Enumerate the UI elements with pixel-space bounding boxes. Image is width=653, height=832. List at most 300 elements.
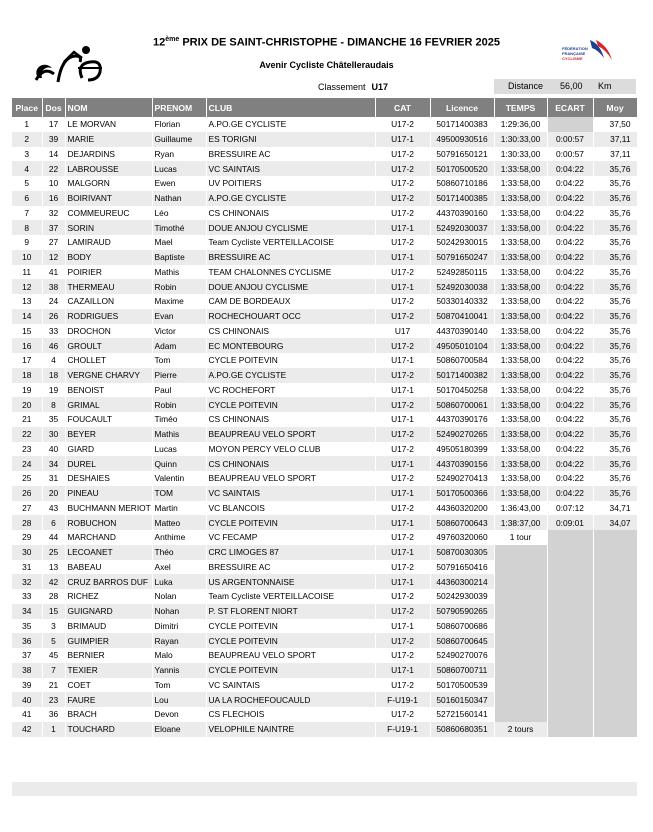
cell-club: VC SAINTAIS	[206, 161, 375, 176]
cell-prenom: Axel	[152, 560, 206, 575]
cell-place: 3	[12, 147, 42, 162]
cell-temps: 1:33:58,00	[494, 368, 547, 383]
cell-moy: 35,76	[593, 161, 637, 176]
cell-prenom: Ryan	[152, 147, 206, 162]
cell-moy: 35,76	[593, 279, 637, 294]
cell-nom: RICHEZ	[65, 589, 152, 604]
cell-cat: U17-2	[375, 117, 430, 132]
cell-nom: BEYER	[65, 427, 152, 442]
cell-cat: U17-1	[375, 383, 430, 398]
cell-place: 5	[12, 176, 42, 191]
cell-cat: U17-1	[375, 353, 430, 368]
cell-temps	[494, 619, 547, 634]
cell-cat: U17-1	[375, 412, 430, 427]
cell-club: CS FLECHOIS	[206, 707, 375, 722]
cell-ecart: 0:04:22	[547, 471, 593, 486]
cell-temps: 1:33:58,00	[494, 427, 547, 442]
cell-club: ROCHECHOUART OCC	[206, 309, 375, 324]
cell-prenom: Mathis	[152, 427, 206, 442]
cell-club: UA LA ROCHEFOUCAULD	[206, 692, 375, 707]
cell-club: A.PO.GE CYCLISTE	[206, 368, 375, 383]
cell-prenom: Evan	[152, 309, 206, 324]
cell-licence: 44360300214	[430, 574, 494, 589]
cell-dos: 28	[42, 589, 65, 604]
table-row	[12, 397, 637, 412]
cell-cat: U17-2	[375, 427, 430, 442]
cell-ecart	[547, 604, 593, 619]
cell-ecart: 0:04:22	[547, 412, 593, 427]
cell-prenom: Lucas	[152, 161, 206, 176]
cell-club: BEAUPREAU VELO SPORT	[206, 471, 375, 486]
cell-club: CS CHINONAIS	[206, 324, 375, 339]
table-footer	[12, 782, 637, 796]
cell-licence: 50870030305	[430, 545, 494, 560]
cell-licence: 50160150347	[430, 692, 494, 707]
cell-nom: COET	[65, 678, 152, 693]
cell-cat: U17-1	[375, 486, 430, 501]
cell-licence: 44370390160	[430, 206, 494, 221]
cell-licence: 50791650121	[430, 147, 494, 162]
cell-cat: U17-2	[375, 265, 430, 280]
cell-club: CAM DE BORDEAUX	[206, 294, 375, 309]
cell-club: CYCLE POITEVIN	[206, 353, 375, 368]
cell-prenom: Matteo	[152, 515, 206, 530]
cell-place: 20	[12, 397, 42, 412]
cell-cat: U17-2	[375, 176, 430, 191]
cell-moy: 37,11	[593, 132, 637, 147]
cell-place: 40	[12, 692, 42, 707]
cell-ecart: 0:04:22	[547, 206, 593, 221]
cell-moy	[593, 574, 637, 589]
cell-club: Team Cycliste VERTEILLACOISE	[206, 235, 375, 250]
cell-nom: MALGORN	[65, 176, 152, 191]
cell-club: US ARGENTONNAISE	[206, 574, 375, 589]
cell-licence: 52490270265	[430, 427, 494, 442]
cell-prenom: Dimitri	[152, 619, 206, 634]
cell-club: VC SAINTAIS	[206, 486, 375, 501]
classement: Classement U17	[318, 82, 389, 92]
cell-cat: U17-2	[375, 471, 430, 486]
cell-cat: U17-1	[375, 545, 430, 560]
cell-dos: 37	[42, 220, 65, 235]
cell-ecart	[547, 648, 593, 663]
cell-cat: U17-2	[375, 604, 430, 619]
cell-club: UV POITIERS	[206, 176, 375, 191]
cell-cat: U17-2	[375, 633, 430, 648]
table-row	[12, 338, 637, 353]
cell-temps: 1:33:58,00	[494, 456, 547, 471]
table-row	[12, 633, 637, 648]
cell-club: CS CHINONAIS	[206, 456, 375, 471]
cell-dos: 10	[42, 176, 65, 191]
cell-cat: U17-2	[375, 501, 430, 516]
cell-moy: 35,76	[593, 176, 637, 191]
cell-dos: 38	[42, 279, 65, 294]
cell-licence: 50790590265	[430, 604, 494, 619]
cell-temps: 1:33:58,00	[494, 338, 547, 353]
cell-ecart: 0:04:22	[547, 309, 593, 324]
cell-licence: 50171400385	[430, 191, 494, 206]
cell-nom: LAMIRAUD	[65, 235, 152, 250]
cell-prenom: Yannis	[152, 663, 206, 678]
cell-cat: U17-2	[375, 589, 430, 604]
cell-place: 14	[12, 309, 42, 324]
cell-nom: CHOLLET	[65, 353, 152, 368]
cell-prenom: Luka	[152, 574, 206, 589]
cell-temps: 1:33:58,00	[494, 191, 547, 206]
cell-licence: 50170500520	[430, 161, 494, 176]
cell-nom: MARCHAND	[65, 530, 152, 545]
cell-ecart: 0:04:22	[547, 442, 593, 457]
cell-moy: 35,76	[593, 235, 637, 250]
cell-prenom: Théo	[152, 545, 206, 560]
cell-temps: 1:33:58,00	[494, 309, 547, 324]
cell-place: 31	[12, 560, 42, 575]
cell-temps	[494, 545, 547, 560]
cell-club: CRC LIMOGES 87	[206, 545, 375, 560]
race-title: 12ème PRIX DE SAINT-CHRISTOPHE - DIMANCHE 16 FEVRIER 2025	[153, 36, 500, 49]
cell-dos: 33	[42, 324, 65, 339]
cell-temps: 1:33:58,00	[494, 176, 547, 191]
table-row	[12, 147, 637, 162]
cell-moy: 34,71	[593, 501, 637, 516]
column-header-nom: NOM	[65, 98, 152, 117]
cell-ecart: 0:04:22	[547, 427, 593, 442]
cell-moy	[593, 678, 637, 693]
cell-dos: 1	[42, 722, 65, 737]
cell-nom: PINEAU	[65, 486, 152, 501]
cell-moy	[593, 589, 637, 604]
cell-temps: 1:33:58,00	[494, 383, 547, 398]
table-row	[12, 250, 637, 265]
column-header-place: Place	[12, 98, 42, 117]
cell-temps: 1:33:58,00	[494, 471, 547, 486]
table-row	[12, 456, 637, 471]
cell-moy: 35,76	[593, 206, 637, 221]
cell-temps	[494, 663, 547, 678]
cell-ecart: 0:09:01	[547, 515, 593, 530]
organizer: Avenir Cycliste Châtelleraudais	[259, 60, 394, 70]
table-row	[12, 515, 637, 530]
table-row	[12, 560, 637, 575]
cell-place: 7	[12, 206, 42, 221]
cell-ecart	[547, 574, 593, 589]
cell-moy: 35,76	[593, 309, 637, 324]
cell-prenom: Martin	[152, 501, 206, 516]
cell-cat: U17-2	[375, 397, 430, 412]
cell-moy	[593, 530, 637, 545]
cell-temps: 1:33:58,00	[494, 161, 547, 176]
cell-moy	[593, 604, 637, 619]
cell-place: 28	[12, 515, 42, 530]
cell-prenom: Timothé	[152, 220, 206, 235]
cell-prenom: Nathan	[152, 191, 206, 206]
cell-cat: U17-2	[375, 560, 430, 575]
table-row	[12, 501, 637, 516]
cell-temps: 1:38:37,00	[494, 515, 547, 530]
cell-dos: 14	[42, 147, 65, 162]
cell-cat: U17	[375, 324, 430, 339]
cell-ecart: 0:04:22	[547, 397, 593, 412]
table-row	[12, 324, 637, 339]
cell-place: 23	[12, 442, 42, 457]
svg-text:CYCLISME: CYCLISME	[562, 56, 583, 61]
cell-licence: 50860700643	[430, 515, 494, 530]
cell-dos: 43	[42, 501, 65, 516]
cell-prenom: Léo	[152, 206, 206, 221]
table-row	[12, 412, 637, 427]
cell-temps: 1:29:36,00	[494, 117, 547, 132]
table-row	[12, 279, 637, 294]
cell-cat: U17-2	[375, 368, 430, 383]
cell-dos: 22	[42, 161, 65, 176]
cell-temps	[494, 589, 547, 604]
table-row	[12, 678, 637, 693]
table-row	[12, 309, 637, 324]
cell-club: BRESSUIRE AC	[206, 147, 375, 162]
cell-moy: 35,76	[593, 486, 637, 501]
cell-moy: 35,76	[593, 442, 637, 457]
cell-dos: 42	[42, 574, 65, 589]
cell-ecart: 0:04:22	[547, 250, 593, 265]
cell-dos: 18	[42, 368, 65, 383]
cell-place: 41	[12, 707, 42, 722]
cell-nom: BOIRIVANT	[65, 191, 152, 206]
cell-place: 19	[12, 383, 42, 398]
cell-prenom: Lou	[152, 692, 206, 707]
cell-club: A.PO.GE CYCLISTE	[206, 117, 375, 132]
cell-club: CYCLE POITEVIN	[206, 397, 375, 412]
cell-ecart: 0:00:57	[547, 132, 593, 147]
cell-temps: 1:33:58,00	[494, 279, 547, 294]
cell-place: 13	[12, 294, 42, 309]
cell-ecart: 0:04:22	[547, 383, 593, 398]
cell-moy: 35,76	[593, 456, 637, 471]
cell-moy: 37,50	[593, 117, 637, 132]
cell-temps: 1:33:58,00	[494, 235, 547, 250]
cell-temps: 1:36:43,00	[494, 501, 547, 516]
cell-place: 42	[12, 722, 42, 737]
cell-cat: U17-2	[375, 678, 430, 693]
cell-dos: 34	[42, 456, 65, 471]
cell-club: CYCLE POITEVIN	[206, 633, 375, 648]
cell-cat: F-U19-1	[375, 722, 430, 737]
cell-dos: 41	[42, 265, 65, 280]
cell-moy: 35,76	[593, 338, 637, 353]
cell-nom: BRACH	[65, 707, 152, 722]
cell-place: 35	[12, 619, 42, 634]
cell-cat: U17-1	[375, 132, 430, 147]
cell-moy: 35,76	[593, 265, 637, 280]
cell-moy: 35,76	[593, 383, 637, 398]
cell-licence: 50860700686	[430, 619, 494, 634]
cell-cat: U17-1	[375, 456, 430, 471]
table-row	[12, 707, 637, 722]
cell-ecart: 0:04:22	[547, 161, 593, 176]
cell-dos: 35	[42, 412, 65, 427]
cell-nom: LECOANET	[65, 545, 152, 560]
cell-place: 26	[12, 486, 42, 501]
cell-nom: DUREL	[65, 456, 152, 471]
cell-dos: 12	[42, 250, 65, 265]
cell-licence: 50860700584	[430, 353, 494, 368]
cell-moy: 37,11	[593, 147, 637, 162]
cell-club: BRESSUIRE AC	[206, 560, 375, 575]
table-row	[12, 235, 637, 250]
cell-dos: 26	[42, 309, 65, 324]
cell-cat: U17-1	[375, 250, 430, 265]
column-header-moy: Moy	[593, 98, 637, 117]
cell-licence: 50171400382	[430, 368, 494, 383]
distance-box	[494, 79, 636, 94]
cell-moy: 35,76	[593, 397, 637, 412]
cell-nom: SORIN	[65, 220, 152, 235]
table-row	[12, 692, 637, 707]
cell-moy: 35,76	[593, 250, 637, 265]
cell-ecart	[547, 633, 593, 648]
cell-club: CYCLE POITEVIN	[206, 619, 375, 634]
cell-licence: 52492850115	[430, 265, 494, 280]
table-row	[12, 574, 637, 589]
table-row	[12, 353, 637, 368]
cell-temps	[494, 648, 547, 663]
cell-place: 17	[12, 353, 42, 368]
cell-place: 34	[12, 604, 42, 619]
cell-cat: U17-2	[375, 147, 430, 162]
cell-licence: 44360320200	[430, 501, 494, 516]
cell-temps: 2 tours	[494, 722, 547, 737]
cell-dos: 21	[42, 678, 65, 693]
cell-club: BEAUPREAU VELO SPORT	[206, 427, 375, 442]
cell-prenom: Florian	[152, 117, 206, 132]
cell-prenom: Rayan	[152, 633, 206, 648]
cell-ecart: 0:04:22	[547, 368, 593, 383]
cell-club: CYCLE POITEVIN	[206, 515, 375, 530]
cell-moy	[593, 663, 637, 678]
cell-ecart: 0:04:22	[547, 353, 593, 368]
cell-licence: 49505180399	[430, 442, 494, 457]
distance-value: 56,00	[560, 81, 583, 91]
cell-licence: 50171400383	[430, 117, 494, 132]
cell-prenom: Paul	[152, 383, 206, 398]
cell-prenom: Timéo	[152, 412, 206, 427]
cell-place: 6	[12, 191, 42, 206]
cell-place: 27	[12, 501, 42, 516]
cell-place: 10	[12, 250, 42, 265]
cell-club: EC MONTEBOURG	[206, 338, 375, 353]
cell-place: 38	[12, 663, 42, 678]
table-row	[12, 206, 637, 221]
cell-club: A.PO.GE CYCLISTE	[206, 191, 375, 206]
cell-temps: 1:33:58,00	[494, 353, 547, 368]
table-row	[12, 132, 637, 147]
cell-nom: BODY	[65, 250, 152, 265]
cell-dos: 13	[42, 560, 65, 575]
cell-prenom: Robin	[152, 279, 206, 294]
cell-club: BEAUPREAU VELO SPORT	[206, 648, 375, 663]
cell-temps: 1:33:58,00	[494, 324, 547, 339]
cell-ecart: 0:04:22	[547, 176, 593, 191]
cell-temps	[494, 678, 547, 693]
cell-cat: U17-2	[375, 191, 430, 206]
cell-temps: 1:33:58,00	[494, 486, 547, 501]
cell-prenom: Adam	[152, 338, 206, 353]
cell-club: P. ST FLORENT NIORT	[206, 604, 375, 619]
cell-dos: 8	[42, 397, 65, 412]
cell-nom: GUIGNARD	[65, 604, 152, 619]
cell-licence: 50860700645	[430, 633, 494, 648]
cell-dos: 27	[42, 235, 65, 250]
table-row	[12, 619, 637, 634]
svg-text:FÉDÉRATION: FÉDÉRATION	[562, 46, 588, 51]
cell-prenom: Guillaume	[152, 132, 206, 147]
cell-nom: GIARD	[65, 442, 152, 457]
cell-nom: TOUCHARD	[65, 722, 152, 737]
cell-nom: FAURE	[65, 692, 152, 707]
cell-nom: POIRIER	[65, 265, 152, 280]
cell-nom: COMMEUREUC	[65, 206, 152, 221]
cell-licence: 50242930039	[430, 589, 494, 604]
cell-dos: 24	[42, 294, 65, 309]
cell-temps: 1:33:58,00	[494, 412, 547, 427]
table-row	[12, 663, 637, 678]
cell-dos: 45	[42, 648, 65, 663]
cell-ecart: 0:04:22	[547, 235, 593, 250]
cell-dos: 40	[42, 442, 65, 457]
cell-licence: 50870410041	[430, 309, 494, 324]
cell-club: MOYON PERCY VELO CLUB	[206, 442, 375, 457]
cell-nom: TEXIER	[65, 663, 152, 678]
cell-ecart: 0:07:12	[547, 501, 593, 516]
table-header-row	[12, 98, 637, 117]
cell-nom: CAZAILLON	[65, 294, 152, 309]
cell-moy: 35,76	[593, 191, 637, 206]
cell-nom: RODRIGUES	[65, 309, 152, 324]
cell-nom: GRIMAL	[65, 397, 152, 412]
results-table	[12, 98, 638, 737]
cell-ecart	[547, 589, 593, 604]
cell-cat: U17-2	[375, 294, 430, 309]
cell-place: 21	[12, 412, 42, 427]
column-header-club: CLUB	[206, 98, 375, 117]
cell-place: 11	[12, 265, 42, 280]
cell-nom: BERNIER	[65, 648, 152, 663]
cell-moy: 35,76	[593, 324, 637, 339]
cell-club: CS CHINONAIS	[206, 206, 375, 221]
cell-dos: 25	[42, 545, 65, 560]
cell-ecart	[547, 707, 593, 722]
cell-nom: BENOIST	[65, 383, 152, 398]
cell-club: VC SAINTAIS	[206, 678, 375, 693]
cell-dos: 7	[42, 663, 65, 678]
cell-licence: 52492030038	[430, 279, 494, 294]
cell-prenom: Maxime	[152, 294, 206, 309]
cell-club: TEAM CHALONNES CYCLISME	[206, 265, 375, 280]
table-row	[12, 604, 637, 619]
cell-ecart: 0:04:22	[547, 191, 593, 206]
cell-nom: DEJARDINS	[65, 147, 152, 162]
cell-prenom: Robin	[152, 397, 206, 412]
table-row	[12, 530, 637, 545]
table-row	[12, 648, 637, 663]
cell-moy: 35,76	[593, 368, 637, 383]
table-row	[12, 486, 637, 501]
cell-ecart	[547, 560, 593, 575]
cell-nom: GUIMPIER	[65, 633, 152, 648]
cell-cat: U17-1	[375, 619, 430, 634]
cell-dos: 19	[42, 383, 65, 398]
cell-prenom: Mael	[152, 235, 206, 250]
